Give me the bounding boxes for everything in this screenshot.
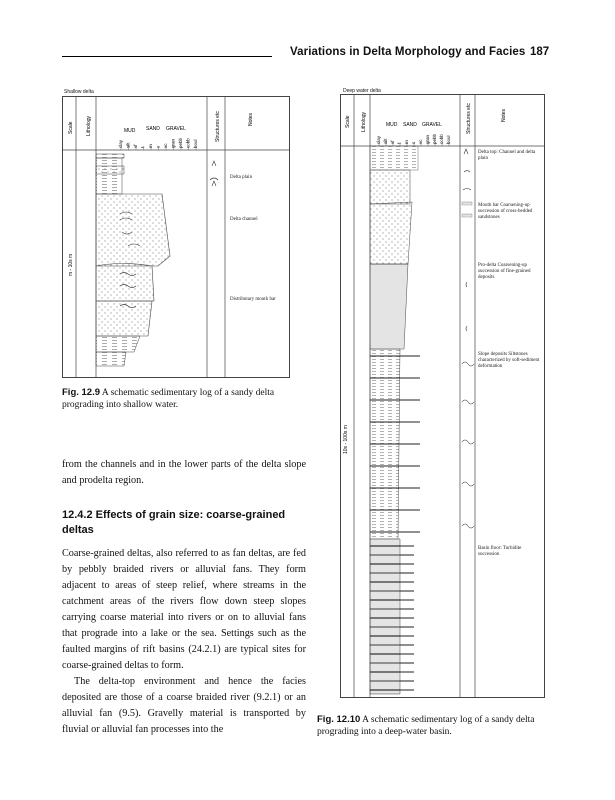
grain-size-label: cobb [439,134,444,144]
paragraph-top: from the channels and in the lower parts of the delta slope and prodelta region. [62,459,306,486]
body-column [62,546,306,738]
grain-mud: MUD [386,122,398,128]
header-rule [62,56,272,57]
note-pro-delta: Pro-delta Coarsening-up succession of fine-grained deposits [478,263,531,280]
scale-label [68,254,74,276]
svg-text:m - 10s m: m - 10s m [68,253,74,276]
scale-label [343,425,349,454]
grain-size-label: m [404,140,409,144]
column-notes-label [248,112,254,126]
grain-size-label: vf [390,140,395,144]
grain-size-label: boul [193,139,198,148]
svg-text:Notes: Notes [501,108,507,122]
grain-size-label: vc [163,143,168,148]
grain-size-ticks [376,133,451,146]
caption-text: A schematic sedimentary log of a sandy delta prograding into a deep-water basin. [317,715,535,737]
grain-size-label: clay [118,139,123,148]
deep-log [340,94,545,698]
grain-size-label: boul [446,135,451,144]
caption-label: Fig. 12.10 [317,714,361,725]
note-mouth-bar: Mouth bar Coarsening-up succession of cross-bedded sandstones [478,203,533,220]
svg-text:Lithology: Lithology [86,115,92,136]
paragraph-1: Coarse-grained deltas, also referred to as fan deltas, are fed by pebbly braided rivers or alluvial fans. They form adjacent to areas of steep relief, where streams in the catchment areas of the rivers flow down steep slopes carrying coarse material into rivers or on to alluvial fans that prograde into a lake or the sea. Settings such as the faulted margins of rift basins (24.2.1) are typical sites for coarse-grained deltas to form. [62,548,306,671]
page-number: 187 [530,46,550,58]
running-title: Variations in Delta Morphology and Facies [290,46,526,58]
grain-size-label: c [411,141,416,144]
column-scale-label [345,115,351,128]
grain-sand: SAND [403,122,417,128]
svg-text:Structures etc: Structures etc [466,103,472,134]
svg-text:Structures etc: Structures etc [215,111,221,142]
svg-text:Scale: Scale [68,121,74,134]
grain-size-label: vc [418,139,423,144]
svg-text:10s - 100s m: 10s - 100s m [343,425,349,454]
note-delta-top: Delta top: Channel and delta plain [478,150,536,161]
note-delta-channel: Delta channel [230,217,258,222]
shallow-log [62,96,290,378]
grain-size-label: silt [383,138,388,144]
grain-sand: SAND [146,126,160,132]
grain-gravel: GRAVEL [422,122,442,128]
grain-size-label: c [155,145,161,148]
grain-size-label: silt [125,142,131,148]
grain-size-label: vf [133,144,138,148]
grain-size-label: gran [425,134,430,144]
column-lithology-label [361,111,367,132]
column-scale-label [68,121,74,134]
grain-size-ticks [118,137,198,150]
grain-size-label: pebb [178,137,183,148]
caption-fig-12-9 [62,387,292,411]
grain-size-label: pebb [432,133,437,144]
section-title: Effects of grain size: coarse-grained deltas [62,509,286,536]
section-number: 12.4.2 [62,509,93,521]
grain-size-label: gran [170,138,176,148]
caption-text: A schematic sedimentary log of a sandy delta prograding into shallow water. [62,388,275,410]
grain-size-label: cobb [185,138,191,148]
note-slope: Slope deposits Siltstones characterized by soft-sediment deformation [478,352,540,369]
grain-size-label: f [140,146,146,148]
column-lithology-label [86,115,92,136]
caption-label: Fig. 12.9 [62,387,101,398]
grain-mud: MUD [124,128,136,134]
section-heading [62,508,306,538]
svg-text:Scale: Scale [345,115,351,128]
svg-text:Notes: Notes [248,112,254,126]
column-structures-label [215,111,221,142]
grain-size-label: m [148,144,153,148]
note-basin-floor: Basin floor: Turbidite succession [478,546,522,557]
svg-text:Lithology: Lithology [361,111,367,132]
note-delta-plain: Delta plain [230,175,253,180]
note-mouth-bar: Distributary mouth bar [230,297,276,302]
column-structures-label [466,103,472,134]
grain-size-label: clay [376,135,381,144]
paragraph-2: The delta-top environment and hence the facies deposited are those of a coarse braided river (9.2.1) or an alluvial fan (9.5). Gravelly material is transported by fluvial or alluvial fan processes into the [62,676,306,735]
grain-gravel: GRAVEL [166,126,186,132]
figure-title: Shallow delta [64,89,94,95]
grain-size-label: f [397,142,402,144]
figure-title: Deep water delta [343,88,381,94]
caption-fig-12-10 [317,714,547,738]
column-notes-label [501,108,507,122]
